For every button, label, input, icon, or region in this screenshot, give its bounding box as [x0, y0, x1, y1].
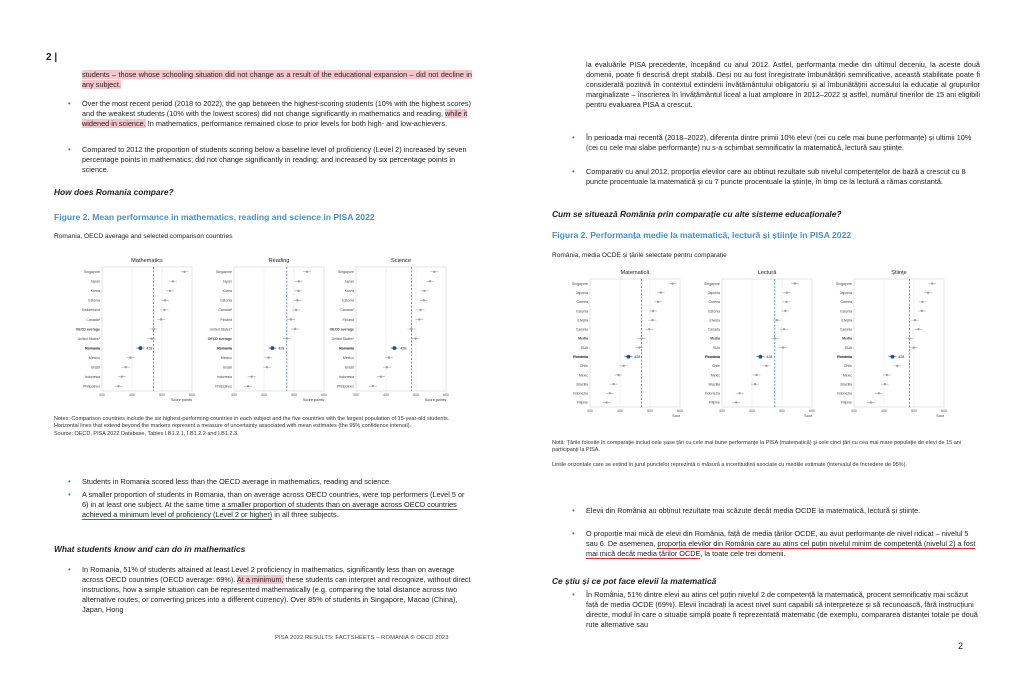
data-point: [125, 366, 127, 368]
category-label: Chile: [580, 364, 588, 369]
category-label: SUA: [844, 345, 852, 350]
data-point: [172, 280, 174, 282]
axis-label: Scor: [672, 414, 680, 418]
category-label: Estonia: [840, 309, 852, 314]
category-label: Japonia: [575, 291, 588, 296]
list-item: • O proporție mai mică de elevi din România, față de media țărilor OCDE, au avut performanțe de nivel ridicat – nivelul 5 sau 6. De asemenea, proporția elevilor din România care au atins cel puțin nivelul minim de competență (nivelul 2) a fost mai mică decât media țărilor OCDE, la toate cele trei domenii.: [572, 529, 976, 559]
category-label: Japan: [222, 279, 232, 284]
data-point: [410, 328, 412, 330]
category-label: Coreea: [576, 300, 588, 305]
data-point: [640, 337, 642, 339]
chart-svg: [818, 270, 948, 421]
tick-label: 500: [911, 409, 917, 413]
axis-label: Score points: [424, 398, 446, 402]
tick-label: 300: [353, 393, 359, 397]
plot-frame: [102, 267, 192, 391]
category-label: Canada: [707, 327, 720, 332]
data-point: [164, 299, 166, 301]
figure-title: Figura 2. Performanța medie la matematică, lectură și științe în PISA 2022: [552, 230, 852, 240]
section-heading: Cum se situează România prin comparație cu alte sisteme educaționale?: [552, 209, 842, 219]
chart-svg: [66, 258, 196, 405]
chart-svg: [198, 258, 328, 405]
tick-label: 500: [779, 409, 785, 413]
chart-svg: [686, 270, 816, 421]
figure-notes: Notă: Țările folosite în comparație includ cele șase țări cu cele mai bune performanțe la PISA (matematică) și cele cinci țări cu cea mai mare populație de elevi de 15 ani participanți la PISA. Liniile orizontale care se extind în jurul punctelor reprezintă o măsură a incertitudinii asociate cu mediile estimate (intervalul de încredere de 95%).: [552, 440, 962, 468]
data-point: [785, 301, 787, 303]
page-number: 2 |: [46, 52, 58, 63]
underlined-text: proporția elevilor din România care au atins cel puțin nivelul minim de competență (nivelul 2) a fost mai mică decât media țărilor OCDE: [586, 539, 976, 559]
category-label: Korea: [90, 289, 100, 294]
data-point: [884, 383, 886, 385]
category-label: Indonezia: [836, 391, 852, 396]
category-label: Mexico: [88, 355, 100, 360]
data-point: [786, 292, 788, 294]
data-label: 428: [146, 346, 153, 351]
plot-frame: [234, 267, 324, 391]
category-label: Indonezia: [572, 391, 588, 396]
data-point: [652, 310, 654, 312]
data-point: [759, 355, 763, 359]
tick-label: 600: [941, 409, 947, 413]
category-label: Elveția: [577, 318, 588, 323]
data-point: [784, 310, 786, 312]
category-label: OECD average: [75, 327, 100, 332]
category-label: Estonia: [220, 298, 232, 303]
tick-label: 400: [617, 409, 623, 413]
category-label: Mexic: [578, 373, 588, 378]
category-label: Singapore: [338, 270, 354, 275]
category-label: Filipine: [576, 400, 588, 405]
data-point: [914, 319, 916, 321]
data-point: [419, 309, 421, 311]
tick-label: 400: [881, 409, 887, 413]
data-point: [429, 280, 431, 282]
data-point: [297, 290, 299, 292]
bullet-icon: •: [68, 565, 71, 574]
figure-subtitle: Romania, OECD average and selected comparison countries: [54, 233, 233, 240]
chart-svg: [320, 258, 450, 405]
page-number: 2: [958, 641, 964, 651]
data-point: [921, 310, 923, 312]
highlighted-text: students – those whose schooling situation did not change as a result of the educational expansion – did not decline in any subject.: [82, 70, 472, 90]
data-point: [609, 392, 611, 394]
data-point: [163, 309, 165, 311]
data-point: [372, 385, 374, 387]
category-label: Indonezia: [704, 391, 720, 396]
data-point: [271, 346, 275, 350]
list-item: • A smaller proportion of students in Romania, than on average across OECD countries, were top performers (Level 5 or 6) in at least one subject. At the same time a smaller proportion of students than on average across OECD countries achieved a minimum level of proficiency (Level 2 or higher) in all three subjects.: [68, 490, 465, 520]
data-point: [150, 337, 152, 339]
data-label: 428: [278, 346, 285, 351]
data-point: [660, 292, 662, 294]
list-item: • Elevii din România au obținut rezultate mai scăzute decât media OCDE la matematică, lectură și științe.: [572, 506, 921, 515]
category-label: Brazilia: [576, 382, 588, 387]
category-label: Media: [578, 336, 588, 341]
data-point: [657, 301, 659, 303]
data-label: 428: [634, 355, 641, 360]
data-point: [418, 318, 420, 320]
data-point: [605, 401, 607, 403]
chart-reading: [198, 258, 328, 405]
category-label: Singapore: [216, 270, 232, 275]
data-point: [296, 299, 298, 301]
data-point: [306, 271, 308, 273]
category-label: Estonia: [708, 309, 720, 314]
highlighted-text: while it widened in science.: [82, 109, 468, 129]
list-item: • Compared to 2012 the proportion of students scoring below a baseline level of proficiency (Level 2) increased by seven percentage points in mathematics; did not change significantly in reading; and increased by six percentage points in science.: [68, 145, 467, 175]
data-point: [388, 356, 390, 358]
tick-label: 300: [719, 409, 725, 413]
category-label: Korea: [222, 289, 232, 294]
tick-label: 600: [677, 409, 683, 413]
data-point: [886, 374, 888, 376]
data-point: [908, 337, 910, 339]
category-label: Romania: [217, 346, 232, 351]
bullet-icon: •: [68, 99, 71, 108]
data-point: [878, 392, 880, 394]
data-point: [651, 319, 653, 321]
category-label: Philippines: [337, 384, 354, 389]
right-page-romanian: [512, 0, 1024, 692]
data-label: 428: [898, 355, 905, 360]
category-label: Japonia: [707, 291, 720, 296]
category-label: Chile: [712, 364, 720, 369]
category-label: Switzerland: [81, 308, 100, 313]
data-point: [380, 375, 382, 377]
axis-label: Score points: [170, 398, 192, 402]
data-point: [152, 328, 154, 330]
data-point: [294, 328, 296, 330]
data-point: [183, 271, 185, 273]
chart-lectura: [686, 270, 816, 421]
bullet-icon: •: [572, 133, 575, 142]
category-label: Filipine: [840, 400, 852, 405]
data-point: [251, 375, 253, 377]
data-point: [765, 365, 767, 367]
data-label: 428: [766, 355, 773, 360]
category-label: Philippines: [83, 384, 100, 389]
category-label: Korea: [344, 289, 354, 294]
section-heading: How does Romania compare?: [54, 187, 174, 197]
data-point: [266, 366, 268, 368]
data-point: [393, 346, 397, 350]
data-point: [913, 346, 915, 348]
data-point: [627, 355, 631, 359]
data-point: [782, 346, 784, 348]
data-point: [917, 328, 919, 330]
category-label: Mexico: [220, 355, 232, 360]
figure-subtitle: România, media OCDE și țările selectate pentru comparație: [552, 252, 727, 259]
category-label: Canada*: [86, 317, 100, 322]
data-point: [267, 356, 269, 358]
category-label: Canada*: [340, 308, 354, 313]
chart-mathematics: [66, 258, 196, 405]
page-footer: PISA 2022 RESULTS: FACTSHEETS – ROMANIA © OECD 2023: [275, 635, 449, 641]
bullet-icon: •: [68, 477, 71, 486]
underlined-text: a smaller proportion of students than on average across OECD countries achieved a minimum level of proficiency (Level 2 or higher): [82, 500, 457, 520]
data-point: [286, 337, 288, 339]
chart-title: Matematică: [620, 270, 650, 276]
tick-label: 400: [383, 393, 389, 397]
data-point: [927, 292, 929, 294]
category-label: Mexic: [842, 373, 852, 378]
category-label: România: [705, 355, 720, 360]
category-label: Brazilia: [708, 382, 720, 387]
category-label: Mexico: [342, 355, 354, 360]
chart-science: [320, 258, 450, 405]
chart-title: Științe: [891, 270, 907, 276]
category-label: Chile: [844, 364, 852, 369]
category-label: Estonia: [576, 309, 588, 314]
tick-label: 500: [647, 409, 653, 413]
tick-label: 600: [809, 409, 815, 413]
category-label: Indonesia: [216, 374, 232, 379]
category-label: Brazil: [91, 365, 100, 370]
category-label: Estonia: [342, 298, 354, 303]
figure-notes: Notes: Comparison countries include the six highest-performing countries in each subject and the five countries with the largest population of 15-year-old students. Horizontal lines that extend beyond the markers represent a measure of uncertainty associated with mean estimates (the 95% confidence interval). Source: OECD, PISA 2022 Database, Tables I.B1.2.1, I.B1.2.2 and I.B1.2.3.: [54, 416, 450, 437]
category-label: Singapore: [836, 281, 852, 286]
category-label: Indonesia: [84, 374, 100, 379]
data-point: [129, 356, 131, 358]
category-label: Elveția: [709, 318, 720, 323]
category-label: Filipine: [708, 400, 720, 405]
list-item: • Comparativ cu anul 2012, proporția elevilor care au obținut rezultate sub nivelul competențelor de bază a crescut cu 8 puncte procentuale la matematică și cu 7 puncte procentuale la științe, în timp ce la lectură a rămas constantă.: [572, 167, 966, 187]
category-label: Japonia: [839, 291, 852, 296]
plot-frame: [722, 279, 812, 407]
data-point: [160, 318, 162, 320]
data-point: [295, 309, 297, 311]
plot-frame: [356, 267, 446, 391]
plot-frame: [590, 279, 680, 407]
list-item: • In Romania, 51% of students attained at least Level 2 proficiency in mathematics, significantly less than on average across OECD countries (OECD average: 69%). At a minimum, these students can interpret and recognize, without direct instructions, how a simple situation can be represented mathematically (e.g. comparing the total distance across two alternative routes, or converting prices into a different currency). Over 85% of students in Singapore, Macao (China), Japan, Hong: [68, 565, 471, 615]
category-label: SUA: [580, 345, 588, 350]
data-point: [921, 301, 923, 303]
category-label: United States*: [77, 336, 100, 341]
data-point: [774, 337, 776, 339]
tick-label: 400: [261, 393, 267, 397]
tick-label: 300: [231, 393, 237, 397]
data-point: [423, 290, 425, 292]
data-point: [433, 271, 435, 273]
category-label: Canada: [839, 327, 852, 332]
category-label: Canada: [575, 327, 588, 332]
data-point: [247, 385, 249, 387]
data-point: [891, 355, 895, 359]
data-point: [415, 337, 417, 339]
category-label: Estonia: [88, 298, 100, 303]
bullet-icon: •: [68, 145, 71, 154]
category-label: România: [837, 355, 852, 360]
data-point: [386, 366, 388, 368]
bullet-icon: •: [572, 167, 575, 176]
category-label: Media: [710, 336, 720, 341]
data-point: [739, 392, 741, 394]
category-label: România: [573, 355, 588, 360]
data-point: [671, 282, 673, 284]
category-label: Finland: [342, 317, 354, 322]
category-label: OECD average: [329, 327, 354, 332]
data-point: [622, 365, 624, 367]
data-point: [783, 328, 785, 330]
category-label: United States*: [331, 336, 354, 341]
category-label: United States*: [209, 327, 232, 332]
data-point: [648, 328, 650, 330]
category-label: Coreea: [708, 300, 720, 305]
data-point: [139, 346, 143, 350]
tick-label: 400: [129, 393, 135, 397]
chart-matematica: [554, 270, 684, 421]
bullet-icon: •: [572, 529, 575, 538]
data-point: [870, 401, 872, 403]
bullet-icon: •: [572, 590, 575, 599]
category-label: Romania: [339, 346, 354, 351]
data-point: [423, 299, 425, 301]
tick-label: 600: [443, 393, 449, 397]
section-heading: Ce știu și ce pot face elevii la matematică: [552, 576, 717, 586]
category-label: Brazil: [223, 365, 232, 370]
axis-label: Scor: [804, 414, 812, 418]
category-label: Finland: [220, 317, 232, 322]
highlighted-text: At a minimum,: [236, 575, 284, 585]
category-label: SUA: [712, 345, 720, 350]
list-item: • Over the most recent period (2018 to 2022), the gap between the highest-scoring students (10% with the highest scores) and the weakest students (10% with the lowest scores) did not change significantly in mathematics and reading, while it widened in science. In mathematics, performance remained close to prior levels for both high- and low-achievers.: [68, 99, 471, 129]
data-point: [117, 385, 119, 387]
section-heading: What students know and can do in mathematics: [54, 544, 246, 554]
data-point: [755, 374, 757, 376]
data-label: 428: [400, 346, 407, 351]
plot-frame: [854, 279, 944, 407]
data-point: [896, 365, 898, 367]
chart-title: Mathematics: [131, 258, 163, 264]
axis-label: Score points: [302, 398, 324, 402]
data-point: [638, 346, 640, 348]
list-item: • În România, 51% dintre elevi au atins cel puțin nivelul 2 de competență la matematică, procent semnificativ mai scăzut față de media OCDE (69%). Elevii încadrați la acest nivel sunt capabili să interpreteze și să recunoască, fără instrucțiuni directe, modul în care o situație simplă poate fi reprezentată matematic (de exemplu, compararea distanței totale pe două rute alternative sau: [572, 590, 978, 630]
data-point: [617, 374, 619, 376]
axis-label: Scor: [936, 414, 944, 418]
tick-label: 500: [413, 393, 419, 397]
category-label: Singapore: [704, 281, 720, 286]
category-label: Philippines: [215, 384, 232, 389]
data-point: [931, 282, 933, 284]
data-point: [290, 318, 292, 320]
category-label: Japan: [90, 279, 100, 284]
data-point: [613, 383, 615, 385]
bullet-icon: •: [68, 490, 71, 499]
tick-label: 600: [189, 393, 195, 397]
data-point: [754, 383, 756, 385]
category-label: Singapore: [572, 281, 588, 286]
category-label: Romania: [85, 346, 100, 351]
tick-label: 300: [99, 393, 105, 397]
chart-title: Science: [391, 258, 411, 264]
tick-label: 500: [291, 393, 297, 397]
category-label: Canada*: [218, 308, 232, 313]
category-label: Japan: [344, 279, 354, 284]
category-label: Brazil: [345, 365, 354, 370]
data-point: [735, 401, 737, 403]
list-item: • În perioada mai recentă (2018–2022), diferența dintre primii 10% elevi (cei cu cele mai bune performanțe) și ultimii 10% (cei cu cele mai slabe performanțe) nu s-a schimbat semnificativ la matematică, lectură sau științe.: [572, 133, 972, 153]
data-point: [121, 375, 123, 377]
category-label: Indonesia: [338, 374, 354, 379]
category-label: Elveția: [841, 318, 852, 323]
tick-label: 600: [321, 393, 327, 397]
tick-label: 300: [587, 409, 593, 413]
chart-title: Lectură: [757, 270, 777, 276]
data-point: [776, 319, 778, 321]
list-item: • Students in Romania scored less than the OECD average in mathematics, reading and science.: [68, 477, 392, 486]
tick-label: 400: [749, 409, 755, 413]
category-label: OECD average: [207, 336, 232, 341]
chart-title: Reading: [268, 258, 290, 264]
category-label: Brazilia: [840, 382, 852, 387]
data-point: [298, 280, 300, 282]
bullet-icon: •: [572, 506, 575, 515]
category-label: Media: [842, 336, 852, 341]
data-point: [794, 282, 796, 284]
intro-paragraph: la evaluările PISA precedente, începând cu anul 2012. Astfel, performanța medie din ultimul deceniu, la aceste două domenii, poate fi descrisă drept stabilă. Deși nu au fost înregistrate îmbunătățiri semnificative, această stabilitate poate fi considerată pozitivă în contextul extinderii învățământului obligatoriu și al îmbunătățirii accesului la educație al grupurilor marginalizate – înscrierea în învățământul liceal a luat amploare în 2012–2022 și astfel, numărul tinerilor de 15 ani eligibili pentru evaluarea PISA a crescut.: [586, 60, 980, 110]
intro-paragraph: [82, 70, 472, 90]
chart-stiinte: [818, 270, 948, 421]
category-label: Mexic: [710, 373, 720, 378]
figure-title: Figure 2. Mean performance in mathematics, reading and science in PISA 2022: [54, 212, 375, 222]
chart-svg: [554, 270, 684, 421]
tick-label: 300: [851, 409, 857, 413]
category-label: Singapore: [84, 270, 100, 275]
tick-label: 500: [159, 393, 165, 397]
category-label: Coreea: [840, 300, 852, 305]
data-point: [169, 290, 171, 292]
